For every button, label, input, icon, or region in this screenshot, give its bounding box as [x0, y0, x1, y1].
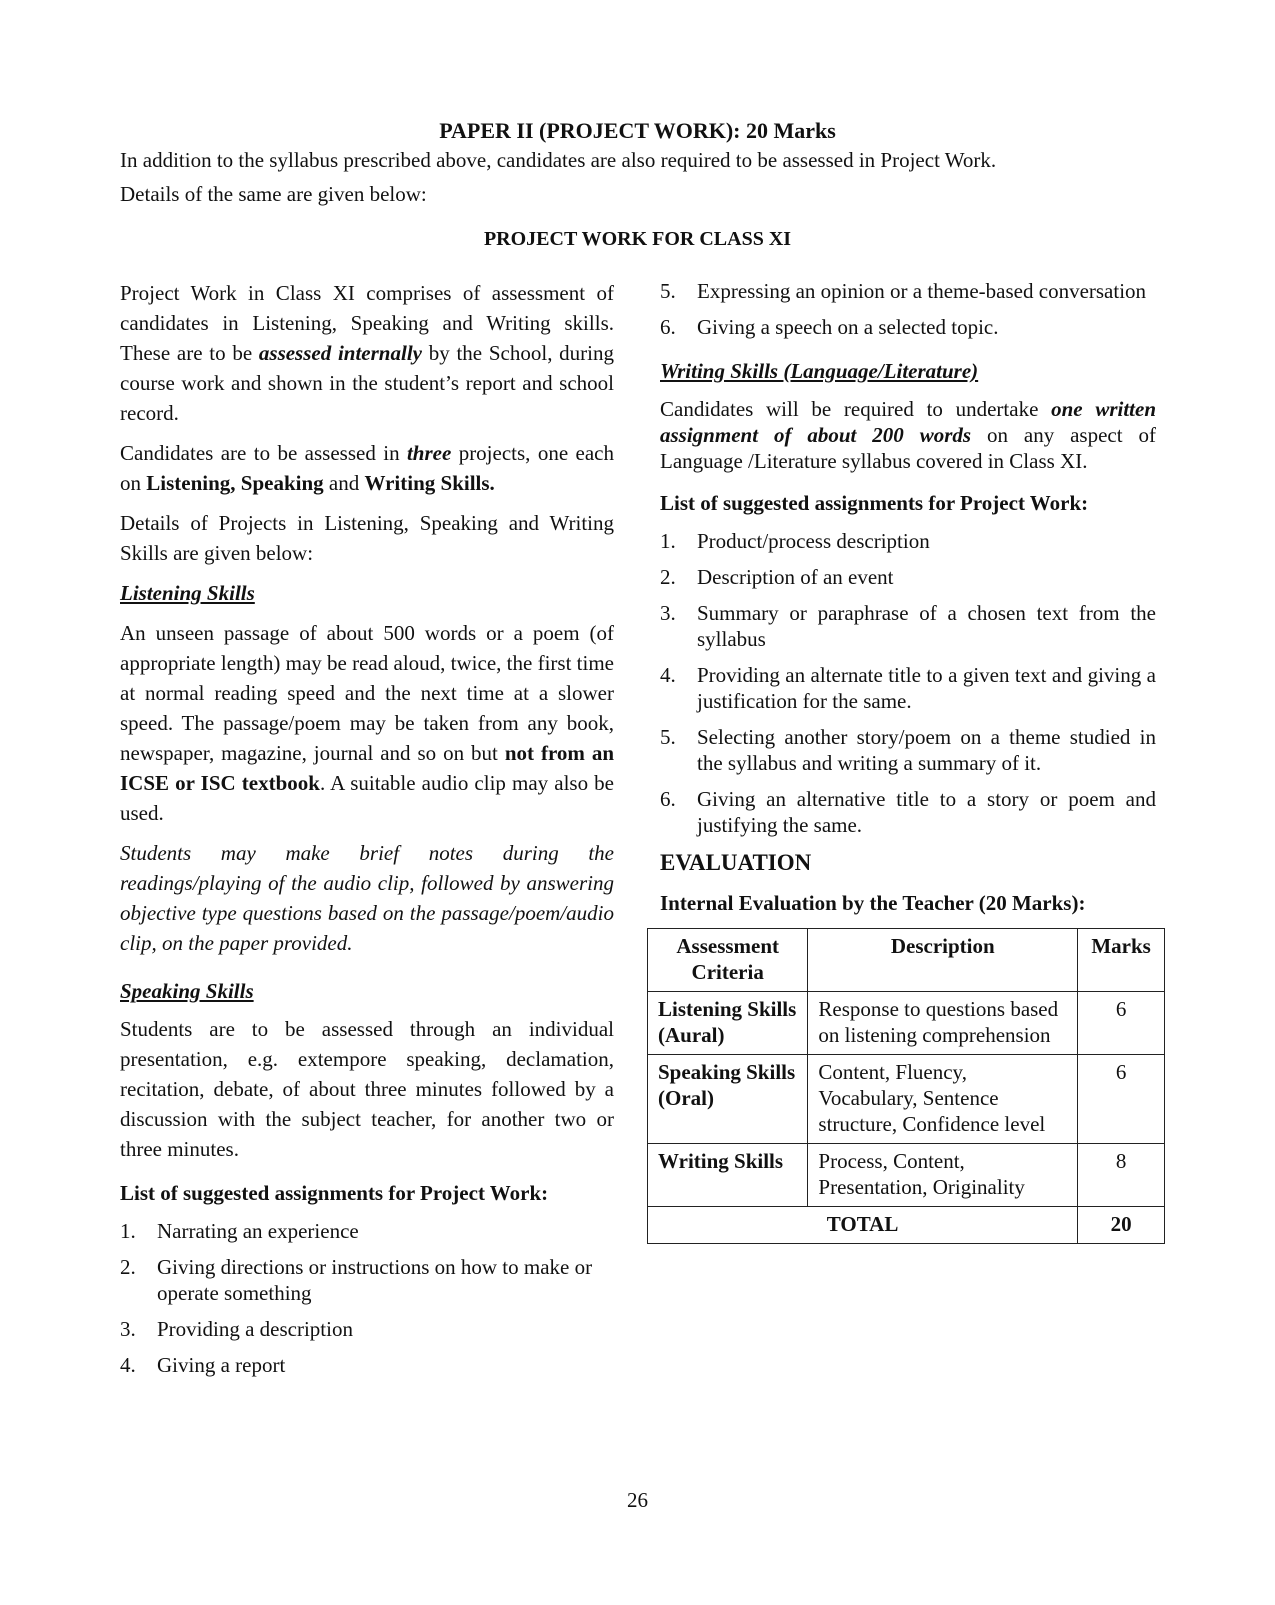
assignment-list	[120, 1218, 614, 1378]
table-total-row	[648, 1207, 1165, 1244]
speaking-assignment-list-continued	[660, 278, 1156, 340]
text-run: Project Work in Class XI comprises of assessment of candidates in Listening, Speaking and Writing skills. These are to be	[120, 281, 614, 365]
listening-paragraph	[120, 618, 614, 828]
list-heading: List of suggested assignments for Project Work:	[660, 491, 1089, 515]
criteria-cell: Writing Skills	[648, 1144, 808, 1207]
writing-paragraph	[660, 396, 1156, 474]
listening-skills-heading: Listening Skills	[120, 581, 255, 605]
item-number: 5.	[660, 725, 676, 749]
item-number: 4.	[120, 1353, 136, 1377]
list-item	[120, 1218, 614, 1244]
item-text: Selecting another story/poem on a theme studied in the syllabus and writing a summary of it.	[697, 725, 1156, 775]
description-cell: Content, Fluency, Vocabulary, Sentence structure, Confidence level	[808, 1055, 1078, 1144]
item-number: 6.	[660, 787, 676, 811]
intro-line-2: Details of the same are given below:	[120, 182, 427, 206]
item-number: 6.	[660, 315, 676, 339]
bold-text: not from an ICSE or ISC textbook	[120, 741, 614, 795]
list-item	[660, 278, 1156, 304]
list-item	[120, 1254, 614, 1306]
right-column	[660, 278, 1156, 1244]
total-label: TOTAL	[648, 1207, 1078, 1244]
evaluation-subheading: Internal Evaluation by the Teacher (20 Marks):	[660, 891, 1086, 915]
projects-paragraph	[120, 438, 614, 498]
emphasis-text: one written assignment of about 200 words	[660, 397, 1156, 447]
listening-note: Students may make brief notes during the readings/playing of the audio clip, followed by answering objective type questions based on the passage/poem/audio clip, on the paper provided.	[120, 841, 614, 955]
text-run: Candidates will be required to undertake	[660, 397, 1052, 421]
item-text: Description of an event	[697, 565, 894, 589]
intro-paragraph	[120, 278, 614, 428]
item-text: Providing a description	[157, 1317, 353, 1341]
list-item	[660, 600, 1156, 652]
details-paragraph: Details of Projects in Listening, Speaking and Writing Skills are given below:	[120, 511, 614, 565]
left-column	[120, 278, 614, 1388]
emphasis-text: assessed internally	[258, 341, 422, 365]
item-number: 1.	[120, 1219, 136, 1243]
list-item	[660, 786, 1156, 838]
criteria-cell: Speaking Skills (Oral)	[648, 1055, 808, 1144]
list-item	[660, 662, 1156, 714]
list-item	[120, 1316, 614, 1342]
item-number: 4.	[660, 663, 676, 687]
writing-skills-heading: Writing Skills (Language/Literature)	[660, 359, 979, 383]
total-marks: 20	[1078, 1207, 1165, 1244]
table-row	[648, 992, 1165, 1055]
item-number: 2.	[120, 1255, 136, 1279]
text-run: Candidates are to be assessed in	[120, 441, 407, 465]
list-heading: List of suggested assignments for Project Work:	[120, 1181, 549, 1205]
evaluation-heading: EVALUATION	[660, 850, 812, 875]
page-number: 26	[627, 1488, 648, 1512]
bold-text: Listening, Speaking	[146, 471, 324, 495]
marks-cell: 6	[1078, 992, 1165, 1055]
marks-cell: 6	[1078, 1055, 1165, 1144]
column-header: Description	[808, 929, 1078, 992]
text-run: . A suitable audio clip may also be used.	[120, 771, 614, 825]
description-cell: Response to questions based on listening comprehension	[808, 992, 1078, 1055]
table-header-row	[648, 929, 1165, 992]
intro-line-1: In addition to the syllabus prescribed above, candidates are also required to be assessed in Project Work.	[120, 148, 997, 172]
list-item	[660, 528, 1156, 554]
bold-text: Writing Skills.	[364, 471, 495, 495]
criteria-cell: Listening Skills (Aural)	[648, 992, 808, 1055]
marks-cell: 8	[1078, 1144, 1165, 1207]
item-text: Giving a report	[157, 1353, 286, 1377]
speaking-skills-heading: Speaking Skills	[120, 979, 254, 1003]
list-item	[660, 564, 1156, 590]
item-number: 3.	[660, 601, 676, 625]
text-run: on any aspect of Language /Literature syllabus covered in Class XI.	[660, 423, 1156, 473]
column-header: Marks	[1078, 929, 1165, 992]
table-row	[648, 1144, 1165, 1207]
item-text: Giving a speech on a selected topic.	[697, 315, 999, 339]
text-run: and	[323, 471, 365, 495]
item-text: Summary or paraphrase of a chosen text from the syllabus	[697, 601, 1156, 651]
text-run: by the School, during course work and shown in the student’s report and school record.	[120, 341, 615, 425]
description-cell: Process, Content, Presentation, Originality	[808, 1144, 1078, 1207]
text-run: An unseen passage of about 500 words or a poem (of appropriate length) may be read aloud, twice, the first time at normal reading speed and the next time at a slower speed. The passage/poem may be taken from any book, newspaper, magazine, journal and so on but	[120, 621, 614, 765]
section-title: PROJECT WORK FOR CLASS XI	[483, 228, 792, 250]
list-item	[660, 314, 1156, 340]
item-text: Giving directions or instructions on how to make or operate something	[157, 1255, 593, 1305]
column-header: Assessment Criteria	[648, 929, 808, 992]
speaking-paragraph: Students are to be assessed through an individual presentation, e.g. extempore speaking, declamation, recitation, debate, of about three minutes followed by a discussion with the subject teacher, for another two or three minutes.	[120, 1017, 614, 1161]
item-text: Providing an alternate title to a given text and giving a justification for the same.	[697, 663, 1156, 713]
text-run: projects, one each on	[120, 441, 614, 495]
table-row	[648, 1055, 1165, 1144]
item-text: Expressing an opinion or a theme-based conversation	[697, 279, 1147, 303]
page-title: PAPER II (PROJECT WORK): 20 Marks	[439, 118, 836, 143]
item-text: Giving an alternative title to a story or poem and justifying the same.	[697, 787, 1156, 837]
emphasis-text: three	[406, 441, 452, 465]
item-text: Narrating an experience	[157, 1219, 359, 1243]
item-number: 1.	[660, 529, 676, 553]
item-number: 3.	[120, 1317, 136, 1341]
item-text: Product/process description	[697, 529, 930, 553]
item-number: 5.	[660, 279, 676, 303]
list-item	[120, 1352, 614, 1378]
item-number: 2.	[660, 565, 676, 589]
evaluation-table	[647, 928, 1165, 1244]
writing-assignment-list	[660, 528, 1156, 838]
list-item	[660, 724, 1156, 776]
